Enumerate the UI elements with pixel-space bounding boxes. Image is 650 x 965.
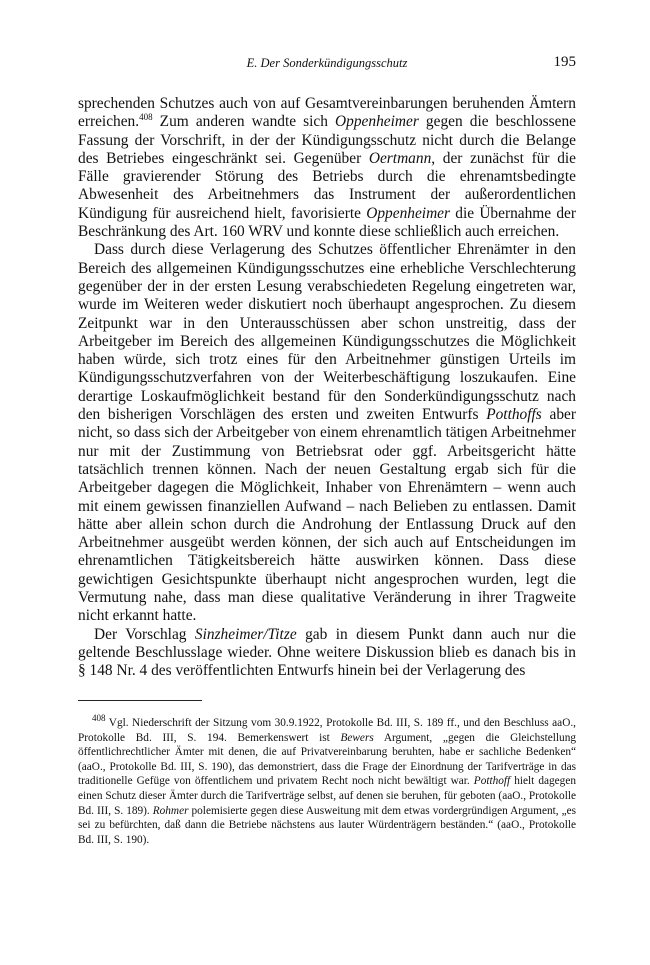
italic-name: Oppenheimer [366, 204, 451, 222]
footnote-marker: 408 [92, 713, 106, 724]
running-head-title: E. Der Sonderkündigungsschutz [246, 56, 408, 70]
paragraph-3 [78, 626, 576, 681]
footnote-408 [78, 713, 576, 847]
page-number: 195 [553, 54, 576, 70]
running-head [78, 54, 576, 76]
text-run: gab in diesem Punkt dann auch nur die geltende Beschlusslage wieder. Ohne weitere Diskussion blieb es danach bis in § 148 Nr. 4 des veröffentlichten Entwurfs hinein bei der Verlagerung des [78, 625, 577, 680]
text-run: aber nicht, so dass sich der Arbeitgeber von einem ehrenamtlich tätigen Arbeitnehmer nur mit der Zustimmung von Betriebsrat oder ggf. Arbeitsgericht hätte tatsächlich trennen können. Nach der neuen Gestaltung ergab sich für die Arbeitgeber dagegen die Möglichkeit, Inhaber von Ehrenämtern – wenn auch mit einem gewissen finanziellen Aufwand – nach Belieben zu entlassen. Damit hätte aber allein schon durch die Androhung der Entlassung Druck auf den Arbeitnehmer ausgeübt werden können, der sich auch auf Entscheidungen im ehrenamtlichen Tätigkeitsbereich hätte auswirken können. Dass diese gewichtigen Gesichtspunkte überhaupt nicht angesprochen wurden, legt die Vermutung nahe, dass man diese qualitative Veränderung in ihrer Tragweite nicht erkannt hatte. [78, 406, 576, 625]
italic-name: Bewers [340, 731, 374, 744]
text-run: Der Vorschlag [94, 625, 195, 643]
text-run: gegen die beschlossene Fassung der Vorschrift, in der der Kündigungsschutz nicht durch die Belange des Betriebes eingeschränkt sei. Gegenüber [78, 113, 576, 167]
italic-name: Oppenheimer [335, 113, 419, 131]
text-run: sprechenden Schutzes auch von auf Gesamtvereinbarungen beruhenden Ämtern erreichen. [78, 95, 576, 131]
italic-name: Potthoffs [486, 406, 542, 424]
italic-name: Sinzheimer/Titze [194, 625, 297, 643]
text-run: polemisierte gegen diese Ausweitung mit dem etwas vordergründigen Argument, „es sei zu befürchten, daß dann die Betriebe nächstens aus lauter Würdenträgern beständen.“ (aaO., Protokolle Bd. III, S. 190). [78, 804, 576, 846]
paragraph-2 [78, 241, 576, 625]
text-run: , der zunächst für die Fälle gravierender Störung des Betriebs durch die ehrenamtsbedingte Abwesenheit des Arbeitnehmers das Instrument der außerordentlichen Kündigung für ausreichend hielt, favorisierte [78, 149, 577, 222]
italic-name: Rohmer [152, 804, 189, 817]
text-run: die Übernahme der Beschränkung des Art. 160 WRV und konnte diese schließlich auch erreichen. [78, 204, 577, 241]
text-run: hielt dagegen einen Schutz dieser Ämter durch die Tarifverträge selbst, auf denen sie beruhen, für geboten (aaO., Protokolle Bd. III, S. 189). [78, 775, 576, 817]
text-run: Dass durch diese Verlagerung des Schutzes öffentlicher Ehrenämter in den Bereich des allgemeinen Kündigungsschutzes eine erhebliche Verschlechterung gegenüber der in der ersten Lesung verabschiedeten Regelung eingetreten war, wurde im Weiteren weder diskutiert noch überhaupt angesprochen. Zu diesem Zeitpunkt war in den Unterausschüssen aber schon unstreitig, dass der Arbeitgeber im Bereich des allgemeinen Kündigungsschutzes die Möglichkeit haben würde, sich trotz eines für den Arbeitnehmer günstigen Urteils im Kündigungsschutzverfahren von der Weiterbeschäftigung loszukaufen. Eine derartige Loskaufmöglichkeit bestand für den Sonderkündigungsschutz nach den bisherigen Vorschlägen des ersten und zweiten Entwurfs [78, 241, 576, 424]
body-text [78, 95, 576, 681]
text-run: Argument, „gegen die Gleichstellung öffentlichrechtlicher Ämter mit denen, die auf Privatvereinbarung beruhten, habe er sachliche Bedenken“ (aaO., Protokolle Bd. III, S. 190), das demonstriert, dass die Frage der Einordnung der Tarifverträge in das traditionelle Gefüge von öffentlichem und privatem Recht noch nicht bewältigt war. [78, 731, 576, 788]
italic-name: Oertmann [368, 149, 432, 167]
footnote-marker: 408 [139, 112, 153, 123]
text-run: Zum anderen wandte sich [152, 113, 336, 131]
footnote-rule [78, 700, 202, 701]
text-run: Vgl. Niederschrift der Sitzung vom 30.9.1922, Protokolle Bd. III, S. 189 ff., und den Beschluss aaO., Protokolle Bd. III, S. 194. Bemerkenswert ist [78, 717, 576, 744]
italic-name: Potthoff [473, 775, 511, 788]
footnote-text [78, 713, 576, 847]
paragraph-1 [78, 95, 576, 241]
